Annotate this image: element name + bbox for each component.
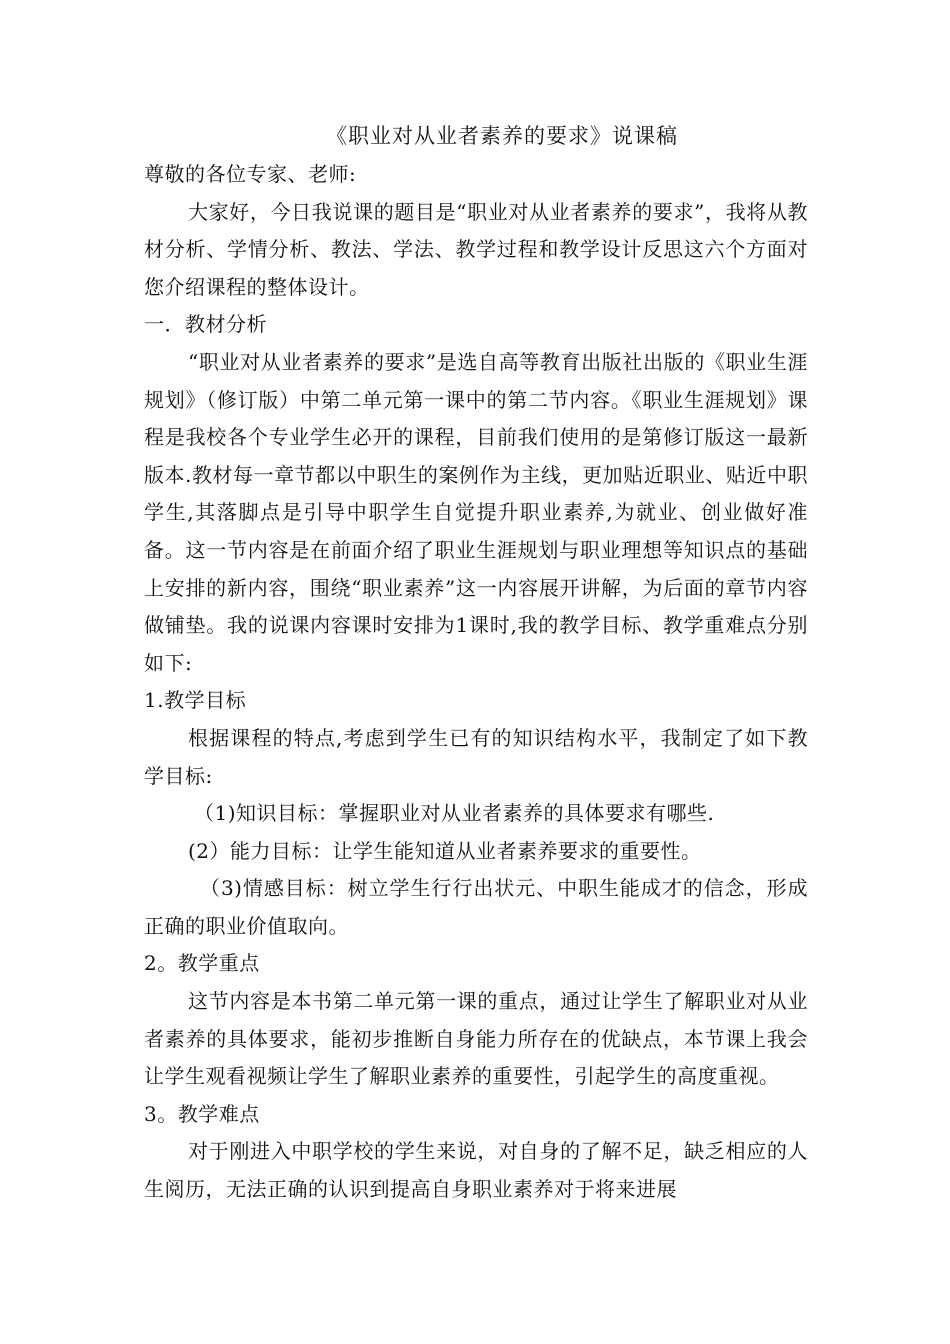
section-heading-teaching-goals: 1.教学目标	[144, 688, 247, 713]
salutation: 尊敬的各位专家、老师:	[144, 162, 357, 186]
goal-knowledge: （1)知识目标：掌握职业对从业者素养的具体要求有哪些.	[194, 801, 715, 826]
teaching-goals-paragraph: 根据课程的特点,考虑到学生已有的知识结构水平，我制定了如下教学目标:	[144, 725, 808, 788]
key-points-paragraph: 这节内容是本书第二单元第一课的重点，通过让学生了解职业对从业者素养的具体要求，能初步推断自身能力所存在的优缺点，本节课上我会让学生观看视频让学生了解职业素养的重要性，引起学生的高度重视。	[144, 989, 808, 1089]
intro-paragraph: 大家好，今日我说课的题目是“职业对从业者素养的要求”，我将从教材分析、学情分析、教法、学法、教学过程和教学设计反思这六个方面对您介绍课程的整体设计。	[144, 199, 808, 299]
goal-emotion: （3)情感目标：树立学生行行出状元、中职生能成才的信念，形成正确的职业价值取向。	[144, 876, 808, 938]
section-heading-textbook-analysis: 一．教材分析	[144, 312, 267, 337]
document-title: 《职业对从业者素养的要求》说课稿	[326, 124, 678, 148]
difficulties-paragraph: 对于刚进入中职学校的学生来说，对自身的了解不足，缺乏相应的人生阅历，无法正确的认识到提高自身职业素养对于将来进展	[144, 1139, 808, 1202]
section-heading-difficulties: 3。教学难点	[144, 1101, 260, 1126]
textbook-analysis-paragraph: “职业对从业者素养的要求”是选自高等教育出版社出版的《职业生涯规划》（修订版）中第二单元第一课中的第二节内容。《职业生涯规划》课程是我校各个专业学生必开的课程，目前我们使用的是第修订版这一最新版本.教材每一章节都以中职生的案例作为主线，更加贴近职业、贴近中职学生,其落脚点是引导中职学生自觉提升职业素养,为就业、创业做好准备。这一节内容是在前面介绍了职业生涯规划与职业理想等知识点的基础上安排的新内容，围绕“职业素养”这一内容展开讲解，为后面的章节内容做铺垫。我的说课内容课时安排为1课时,我的教学目标、教学重难点分别如下:	[144, 349, 808, 675]
section-heading-key-points: 2。教学重点	[144, 951, 260, 976]
document-body	[144, 116, 808, 1209]
goal-ability: (2）能力目标：让学生能知道从业者素养要求的重要性。	[188, 838, 702, 863]
